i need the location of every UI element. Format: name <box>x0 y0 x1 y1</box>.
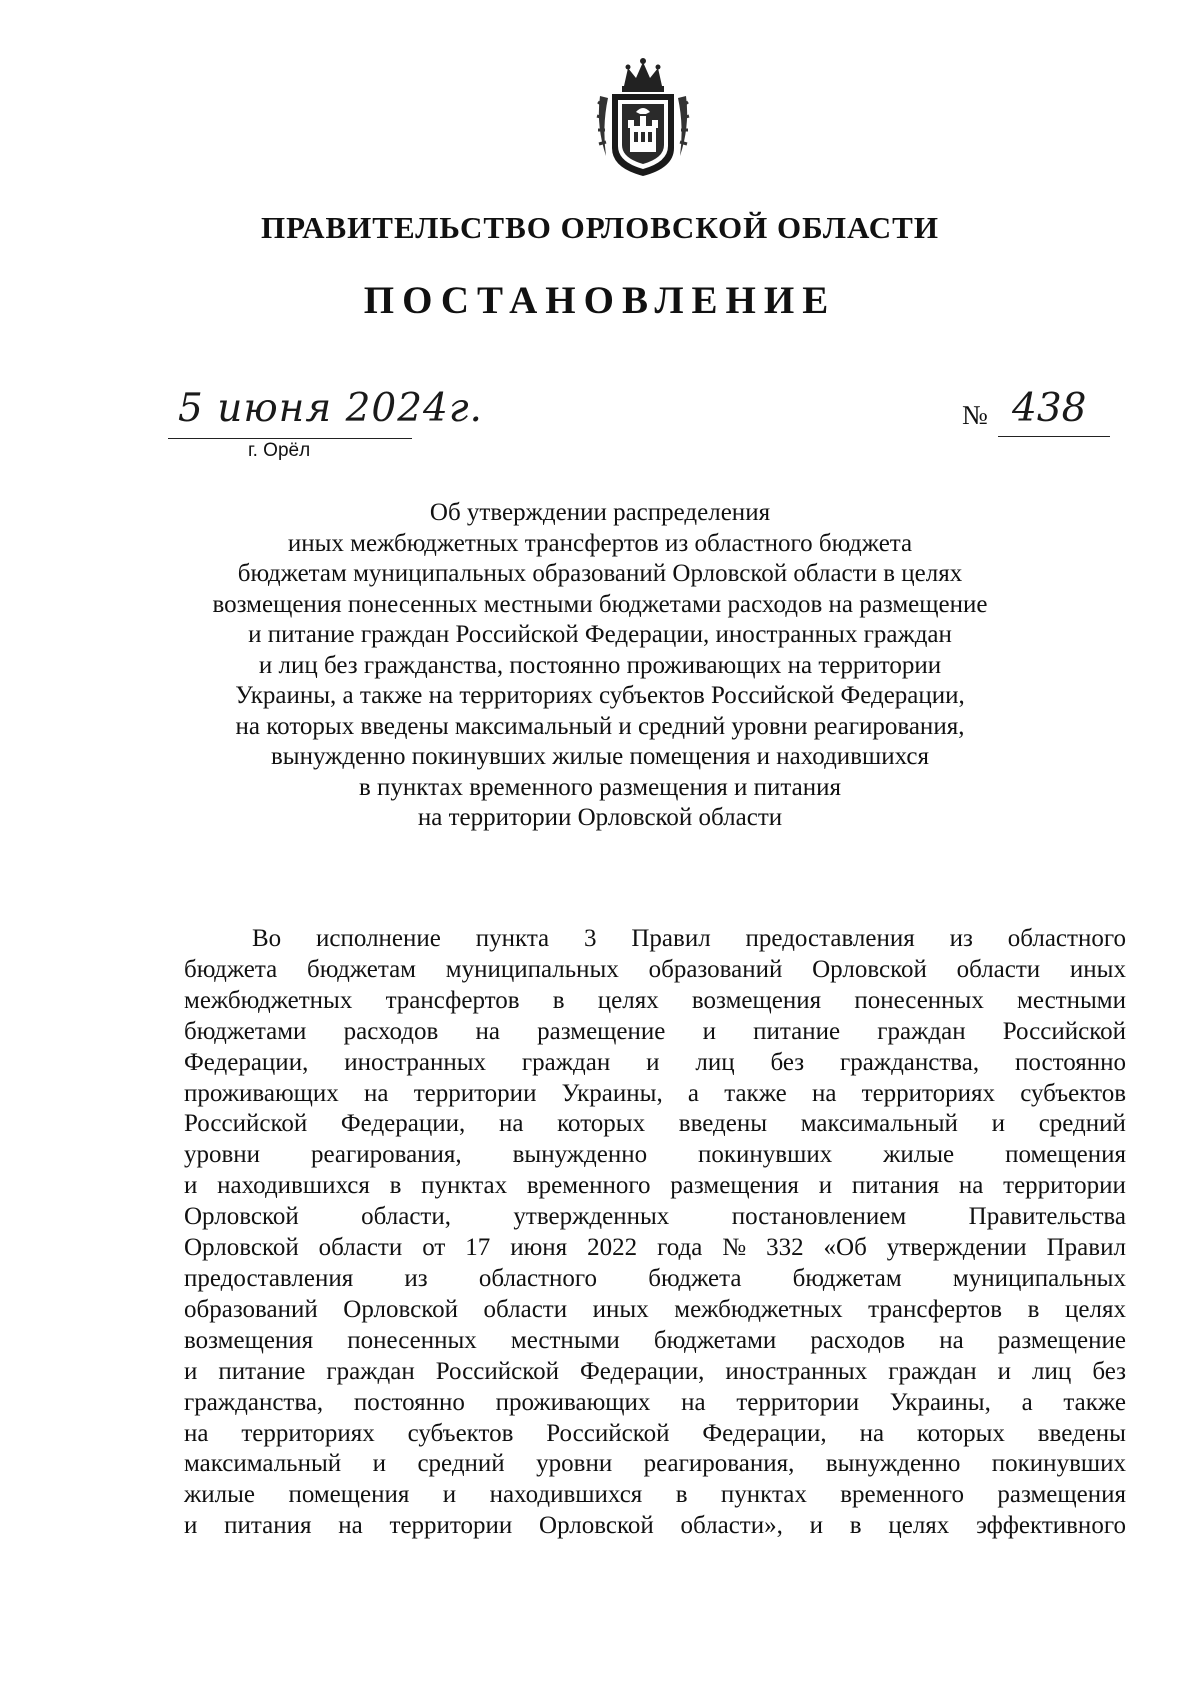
body-line: Орловской области от 17 июня 2022 года № 332 «Об утверждении Правил <box>184 1234 1126 1262</box>
number-underline <box>998 436 1110 437</box>
title-line: Украины, а также на территориях субъектов Российской Федерации, <box>235 682 965 709</box>
handwritten-number: 438 <box>1012 386 1087 431</box>
title-line: на территории Орловской области <box>417 804 783 831</box>
body-line: уровни реагирования, вынужденно покинувших жилые помещения <box>184 1141 1126 1169</box>
body-line: Во исполнение пункта 3 Правил предоставления из областного <box>252 925 1126 952</box>
body-line: бюджета бюджетам муниципальных образований Орловской области иных <box>184 955 1126 983</box>
body-line: бюджетами расходов на размещение и питание граждан Российской <box>184 1017 1126 1045</box>
number-sign: № <box>962 400 988 430</box>
body-line: и питание граждан Российской Федерации, иностранных граждан и лиц без <box>184 1357 1126 1385</box>
body-line: межбюджетных трансфертов в целях возмещения понесенных местными <box>184 986 1126 1014</box>
title-line: и лиц без гражданства, постоянно проживающих на территории <box>258 651 942 679</box>
body-line: образований Орловской области иных межбюджетных трансфертов в целях <box>184 1295 1126 1323</box>
body-line: предоставления из областного бюджета бюджетам муниципальных <box>184 1264 1126 1292</box>
coat-of-arms-icon <box>594 56 692 178</box>
handwritten-date: 5 июня 2024г. <box>178 386 483 431</box>
body-line: Российской Федерации, на которых введены максимальный и средний <box>184 1110 1126 1138</box>
body-line: Федерации, иностранных граждан и лиц без гражданства, постоянно <box>184 1048 1126 1076</box>
title-line: бюджетам муниципальных образований Орловской области в целях <box>237 560 963 587</box>
title-line: на которых введены максимальный и средний уровни реагирования, <box>235 712 965 740</box>
document-title <box>150 498 1050 834</box>
body-line: проживающих на территории Украины, а также на территориях субъектов <box>184 1079 1126 1107</box>
title-line: возмещения понесенных местными бюджетами расходов на размещение <box>212 590 988 618</box>
title-line: иных межбюджетных трансфертов из областного бюджета <box>287 529 913 557</box>
document-type: ПОСТАНОВЛЕНИЕ <box>363 279 837 322</box>
date-underline <box>168 438 412 439</box>
body-line: максимальный и средний уровни реагирования, вынужденно покинувших <box>184 1450 1126 1478</box>
title-line: в пунктах временного размещения и питания <box>358 773 842 801</box>
title-line: вынужденно покинувших жилые помещения и находившихся <box>271 743 929 770</box>
title-line: Об утверждении распределения <box>429 499 771 526</box>
issuing-body: ПРАВИТЕЛЬСТВО ОРЛОВСКОЙ ОБЛАСТИ <box>261 210 939 245</box>
body-paragraph <box>184 924 1126 1542</box>
body-line: Орловской области, утвержденных постановлением Правительства <box>184 1203 1126 1231</box>
body-line: возмещения понесенных местными бюджетами расходов на размещение <box>184 1326 1126 1354</box>
body-line: на территориях субъектов Российской Федерации, на которых введены <box>184 1419 1126 1447</box>
title-line: и питание граждан Российской Федерации, иностранных граждан <box>248 621 952 648</box>
body-line: и питания на территории Орловской области», и в целях эффективного <box>184 1512 1126 1540</box>
body-line: и находившихся в пунктах временного размещения и питания на территории <box>184 1172 1126 1200</box>
city: г. Орёл <box>248 440 311 461</box>
body-line: гражданства, постоянно проживающих на территории Украины, а также <box>184 1388 1126 1416</box>
body-line: жилые помещения и находившихся в пунктах временного размещения <box>184 1481 1126 1509</box>
